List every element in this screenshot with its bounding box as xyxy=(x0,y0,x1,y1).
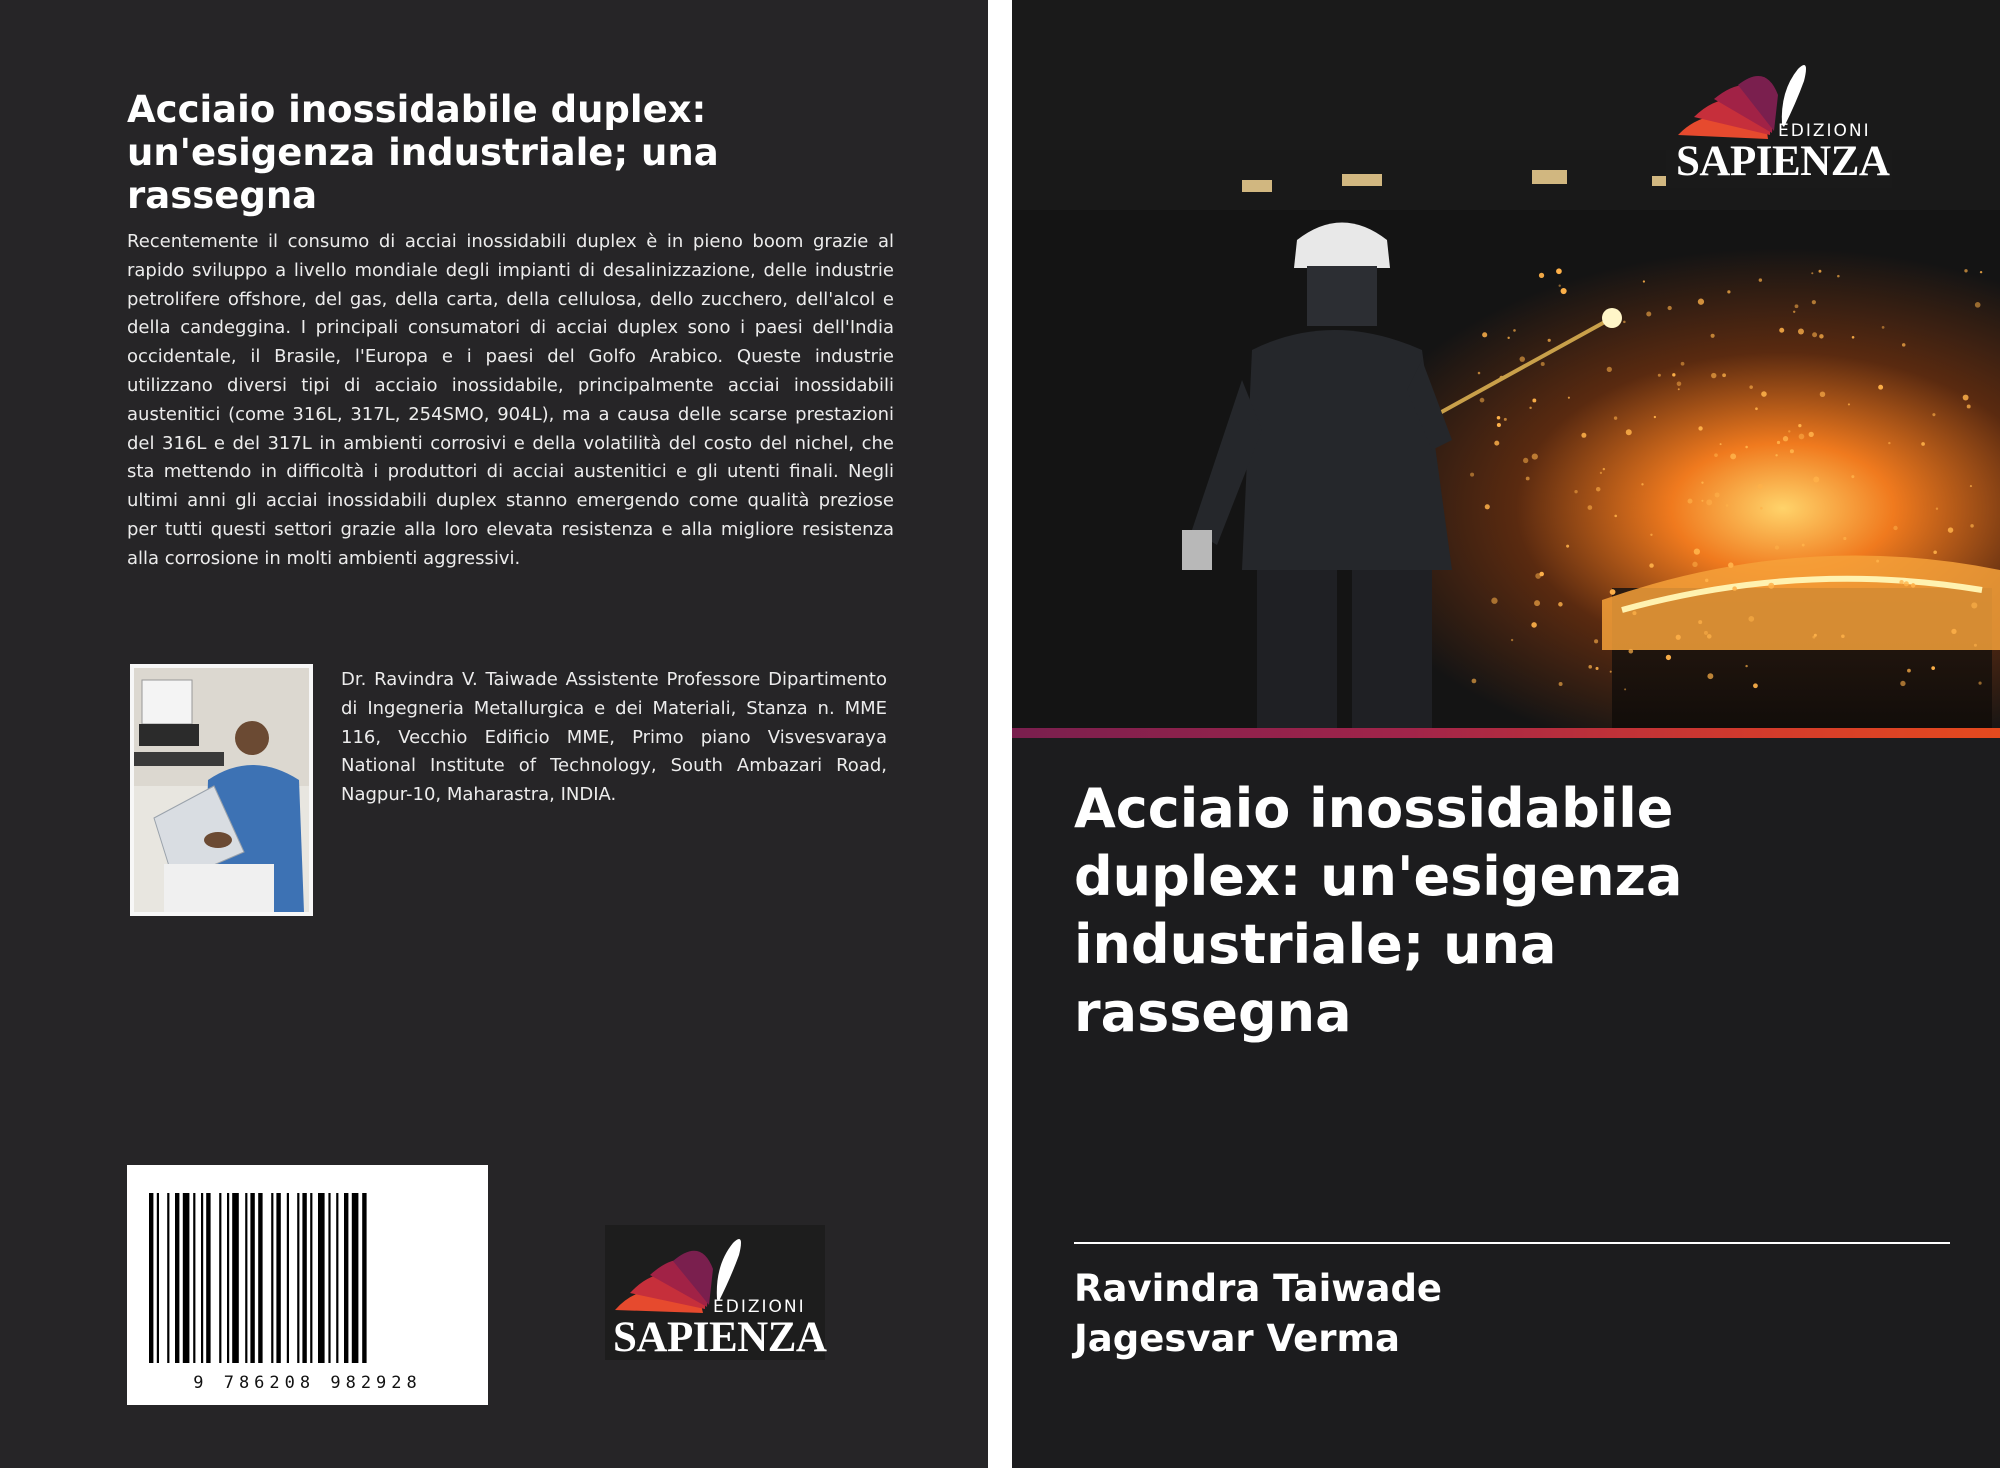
cover-photo-steelworker xyxy=(1012,150,2000,728)
front-cover-title: Acciaio inossidabile duplex: un'esigenza industriale; una rassegna xyxy=(1074,777,1683,1044)
publisher-logo xyxy=(605,1225,825,1360)
author-list xyxy=(1074,1264,1442,1364)
publisher-logo-front xyxy=(1666,55,1892,188)
title-divider xyxy=(1074,1242,1950,1244)
author-name: Jagesvar Verma xyxy=(1074,1317,1401,1360)
back-cover xyxy=(0,0,988,1468)
spine-gap xyxy=(988,0,1012,1468)
isbn-digits: 9 786208 982928 xyxy=(193,1373,422,1393)
author-name: Ravindra Taiwade xyxy=(1074,1267,1443,1310)
author-bio: Dr. Ravindra V. Taiwade Assistente Professore Dipartimento di Ingegneria Metallurgica e dei Materiali, Stanza n. MME 116, Vecchio Edificio MME, Primo piano Visvesvaraya National Institute of Technology, South Ambazari Road, Nagpur-10, Maharastra, INDIA. xyxy=(341,669,887,806)
author-photo xyxy=(130,664,313,916)
back-cover-title: Acciaio inossidabile duplex: un'esigenza industriale; una rassegna xyxy=(127,88,719,217)
logo-edizioni: EDIZIONI xyxy=(1778,121,1871,141)
logo-brand: SAPIENZA xyxy=(1676,138,1890,185)
isbn-barcode xyxy=(127,1165,488,1405)
logo-brand: SAPIENZA xyxy=(613,1314,827,1361)
logo-edizioni: EDIZIONI xyxy=(713,1297,806,1317)
back-cover-description: Recentemente il consumo di acciai inossidabili duplex è in pieno boom grazie al rapido sviluppo a livello mondiale degli impianti di desalinizzazione, delle industrie petrolifere offshore, del gas, della carta, della cellulosa, dello zucchero, dell'alcol e della candeggina. I principali consumatori di acciai duplex sono i paesi dell'India occidentale, il Brasile, l'Europa e i paesi del Golfo Arabico. Queste industrie utilizzano diversi tipi di acciaio inossidabile, principalmente acciai inossidabili austenitici (come 316L, 317L, 254SMO, 904L), ma a causa delle scarse prestazioni del 316L e del 317L in ambienti corrosivi e della volatilità del costo del nichel, che sta mettendo in difficoltà i produttori di acciai austenitici e gli utenti finali. Negli ultimi anni gli acciai inossidabili duplex stanno emergendo come qualità preziose per tutti questi settori grazie alla loro elevata resistenza e alla migliore resistenza alla corrosione in molti ambienti aggressivi. xyxy=(127,231,894,569)
accent-bar xyxy=(1012,728,2000,738)
front-cover xyxy=(1012,0,2000,1468)
